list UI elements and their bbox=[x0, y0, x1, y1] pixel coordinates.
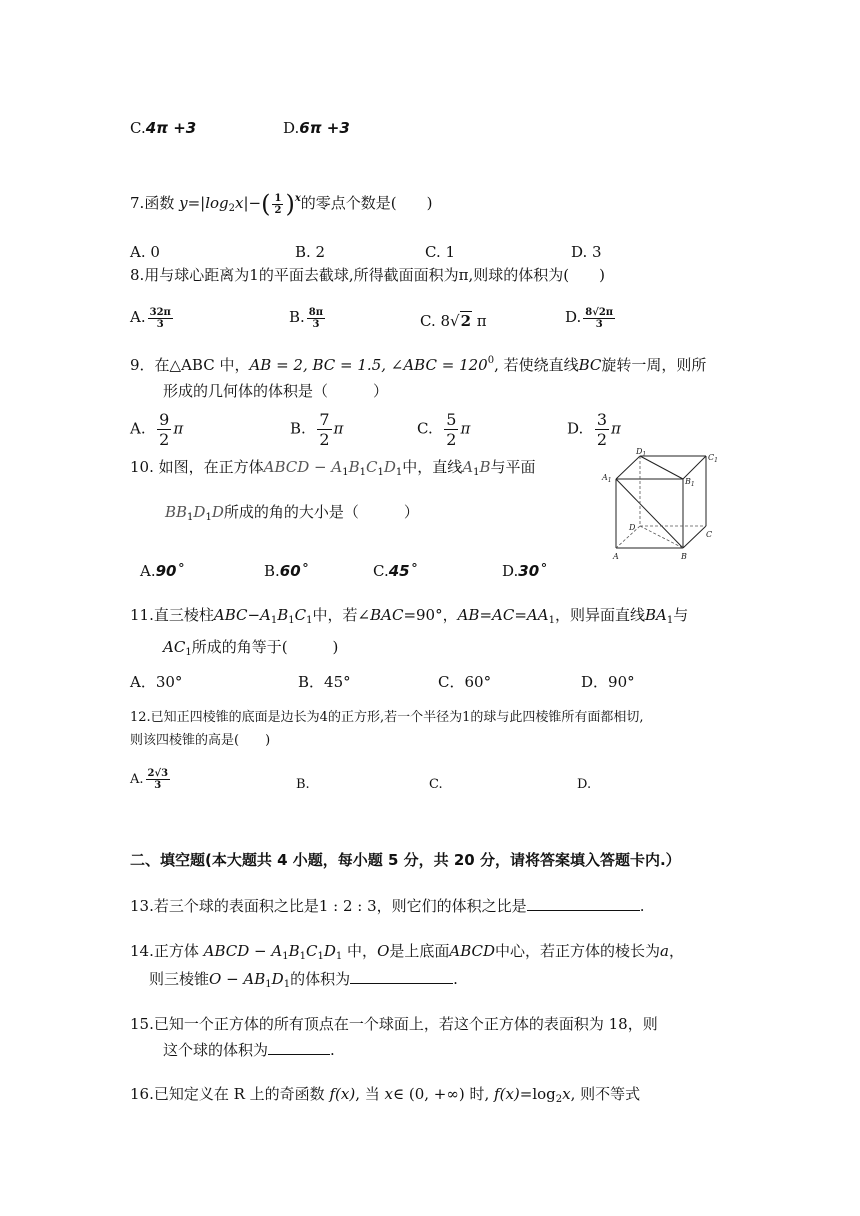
q6-option-d: D.6π +3 bbox=[283, 119, 350, 137]
q14-stem-line2: 则三棱锥$O - AB_1D_1$的体积为 . bbox=[149, 970, 458, 990]
q14-answer-blank bbox=[350, 969, 453, 984]
q12-stem-line2: 则该四棱锥的高是( ) bbox=[130, 733, 271, 748]
q10-option-d: D.30˚ bbox=[502, 562, 547, 580]
edge-a1-d1 bbox=[616, 456, 640, 479]
q13-answer-blank bbox=[527, 896, 640, 911]
q12-stem-line1: 12.已知正四棱锥的底面是边长为4的正方形,若一个半径为1的球与此四棱锥所有面都相切, bbox=[130, 710, 644, 725]
q8-option-c: C. 8√2 π bbox=[420, 312, 487, 330]
q10-stem-line1: 10. 如图，在正方体ABCD − $A_1B_1C_1D_1$中，直线$A_1B$与平面 bbox=[130, 458, 536, 478]
q12-option-c: C. bbox=[429, 777, 443, 792]
q10-stem-line2: $BB_1D_1D$所成的角的大小是（ ） bbox=[165, 503, 419, 523]
q11-option-d: D．90° bbox=[581, 673, 635, 691]
q7-option-c: C. 1 bbox=[425, 243, 456, 261]
label-a1: $A_1$ bbox=[602, 473, 612, 484]
label-b: B bbox=[681, 552, 687, 561]
label-d: D bbox=[629, 523, 636, 532]
edge-c-b bbox=[683, 526, 706, 548]
q11-option-b: B．45° bbox=[298, 673, 351, 691]
q14-stem-line1: 14.正方体 ABCD − $A_1B_1C_1D_1$ 中，O是上底面ABCD中心，若正方体的棱长为a， bbox=[130, 942, 685, 962]
q10-option-c: C.45˚ bbox=[373, 562, 418, 580]
q6-option-c: C.4π +3 bbox=[130, 119, 197, 137]
q12-option-a: A. $\frac{2√3}{3}$ bbox=[130, 768, 169, 791]
q7-option-d: D. 3 bbox=[571, 243, 602, 261]
q8-option-b: B. $\frac{8\pi}{3}$ bbox=[289, 306, 324, 330]
section-2-heading: 二、填空题(本大题共 4 小题，每小题 5 分，共 20 分，请将答案填入答题卡内.） bbox=[130, 851, 681, 869]
q9-stem-line2: 形成的几何体的体积是（ ） bbox=[163, 382, 389, 400]
q9-option-a: A. $\frac{9}{2}$ π bbox=[130, 410, 184, 449]
q10-option-b: B.60˚ bbox=[264, 562, 309, 580]
label-a: A bbox=[613, 552, 619, 561]
q15-stem-line1: 15.已知一个正方体的所有顶点在一个球面上，若这个正方体的表面积为 18，则 bbox=[130, 1015, 658, 1033]
q11-option-c: C．60° bbox=[438, 673, 492, 691]
q16-stem-line1: 16.已知定义在 R 上的奇函数 f(x), 当 x∈ (0, +∞) 时, $f(x)=\log_2x$, 则不等式 bbox=[130, 1085, 641, 1105]
label-c: C bbox=[706, 530, 713, 539]
label-b1: $B_1$ bbox=[685, 477, 695, 488]
q9-option-c: C. $\frac{5}{2}$ π bbox=[417, 410, 471, 449]
q10-option-a: A.90˚ bbox=[140, 562, 184, 580]
q7-option-b: B. 2 bbox=[295, 243, 326, 261]
q8-stem: 8.用与球心距离为1的平面去截球,所得截面面积为π,则球的体积为( ) bbox=[130, 266, 605, 284]
edge-d-a-hidden bbox=[616, 526, 640, 548]
line-a1-b bbox=[616, 479, 683, 548]
q13-stem: 13.若三个球的表面积之比是1 : 2 : 3，则它们的体积之比是 . bbox=[130, 897, 645, 915]
q12-option-d: D. bbox=[577, 777, 592, 792]
q8-option-d: D. $\frac{8√2\pi}{3}$ bbox=[565, 306, 614, 330]
q15-stem-line2: 这个球的体积为 . bbox=[163, 1041, 335, 1059]
label-d1: $D_1$ bbox=[636, 447, 647, 458]
q11-stem-line2: $AC_1$所成的角等于( ) bbox=[163, 638, 339, 658]
edge-c1-b1 bbox=[683, 456, 706, 479]
label-c1: $C_1$ bbox=[708, 453, 718, 464]
q8-option-a: A. $\frac{32\pi}{3}$ bbox=[130, 306, 171, 330]
q15-answer-blank bbox=[268, 1040, 330, 1055]
q11-stem-line1: 11.直三棱柱$ABC-A_1B_1C_1$中，若∠BAC=90°，$AB=AC=AA_1$，则异面直线$BA_1$与 bbox=[130, 606, 689, 626]
q12-option-b: B. bbox=[296, 777, 310, 792]
q7-stem: 7.函数 $y=|\log_2x|-$( $\frac{1}{2}$ )$^x$的零点个数是( ) bbox=[130, 190, 433, 218]
q9-stem-line1: 9．在△ABC 中，AB = 2, BC = 1.5, ∠ABC = $120^0$, 若使绕直线BC旋转一周，则所 bbox=[130, 355, 707, 374]
q9-option-d: D. $\frac{3}{2}$ π bbox=[567, 410, 621, 449]
q11-option-a: A．30° bbox=[130, 673, 183, 691]
q10-cube-figure bbox=[598, 446, 733, 568]
line-d-b-hidden bbox=[640, 526, 683, 548]
line-d1-b1 bbox=[640, 456, 683, 479]
q9-option-b: B. $\frac{7}{2}$ π bbox=[290, 410, 344, 449]
q7-option-a: A. 0 bbox=[130, 243, 160, 261]
